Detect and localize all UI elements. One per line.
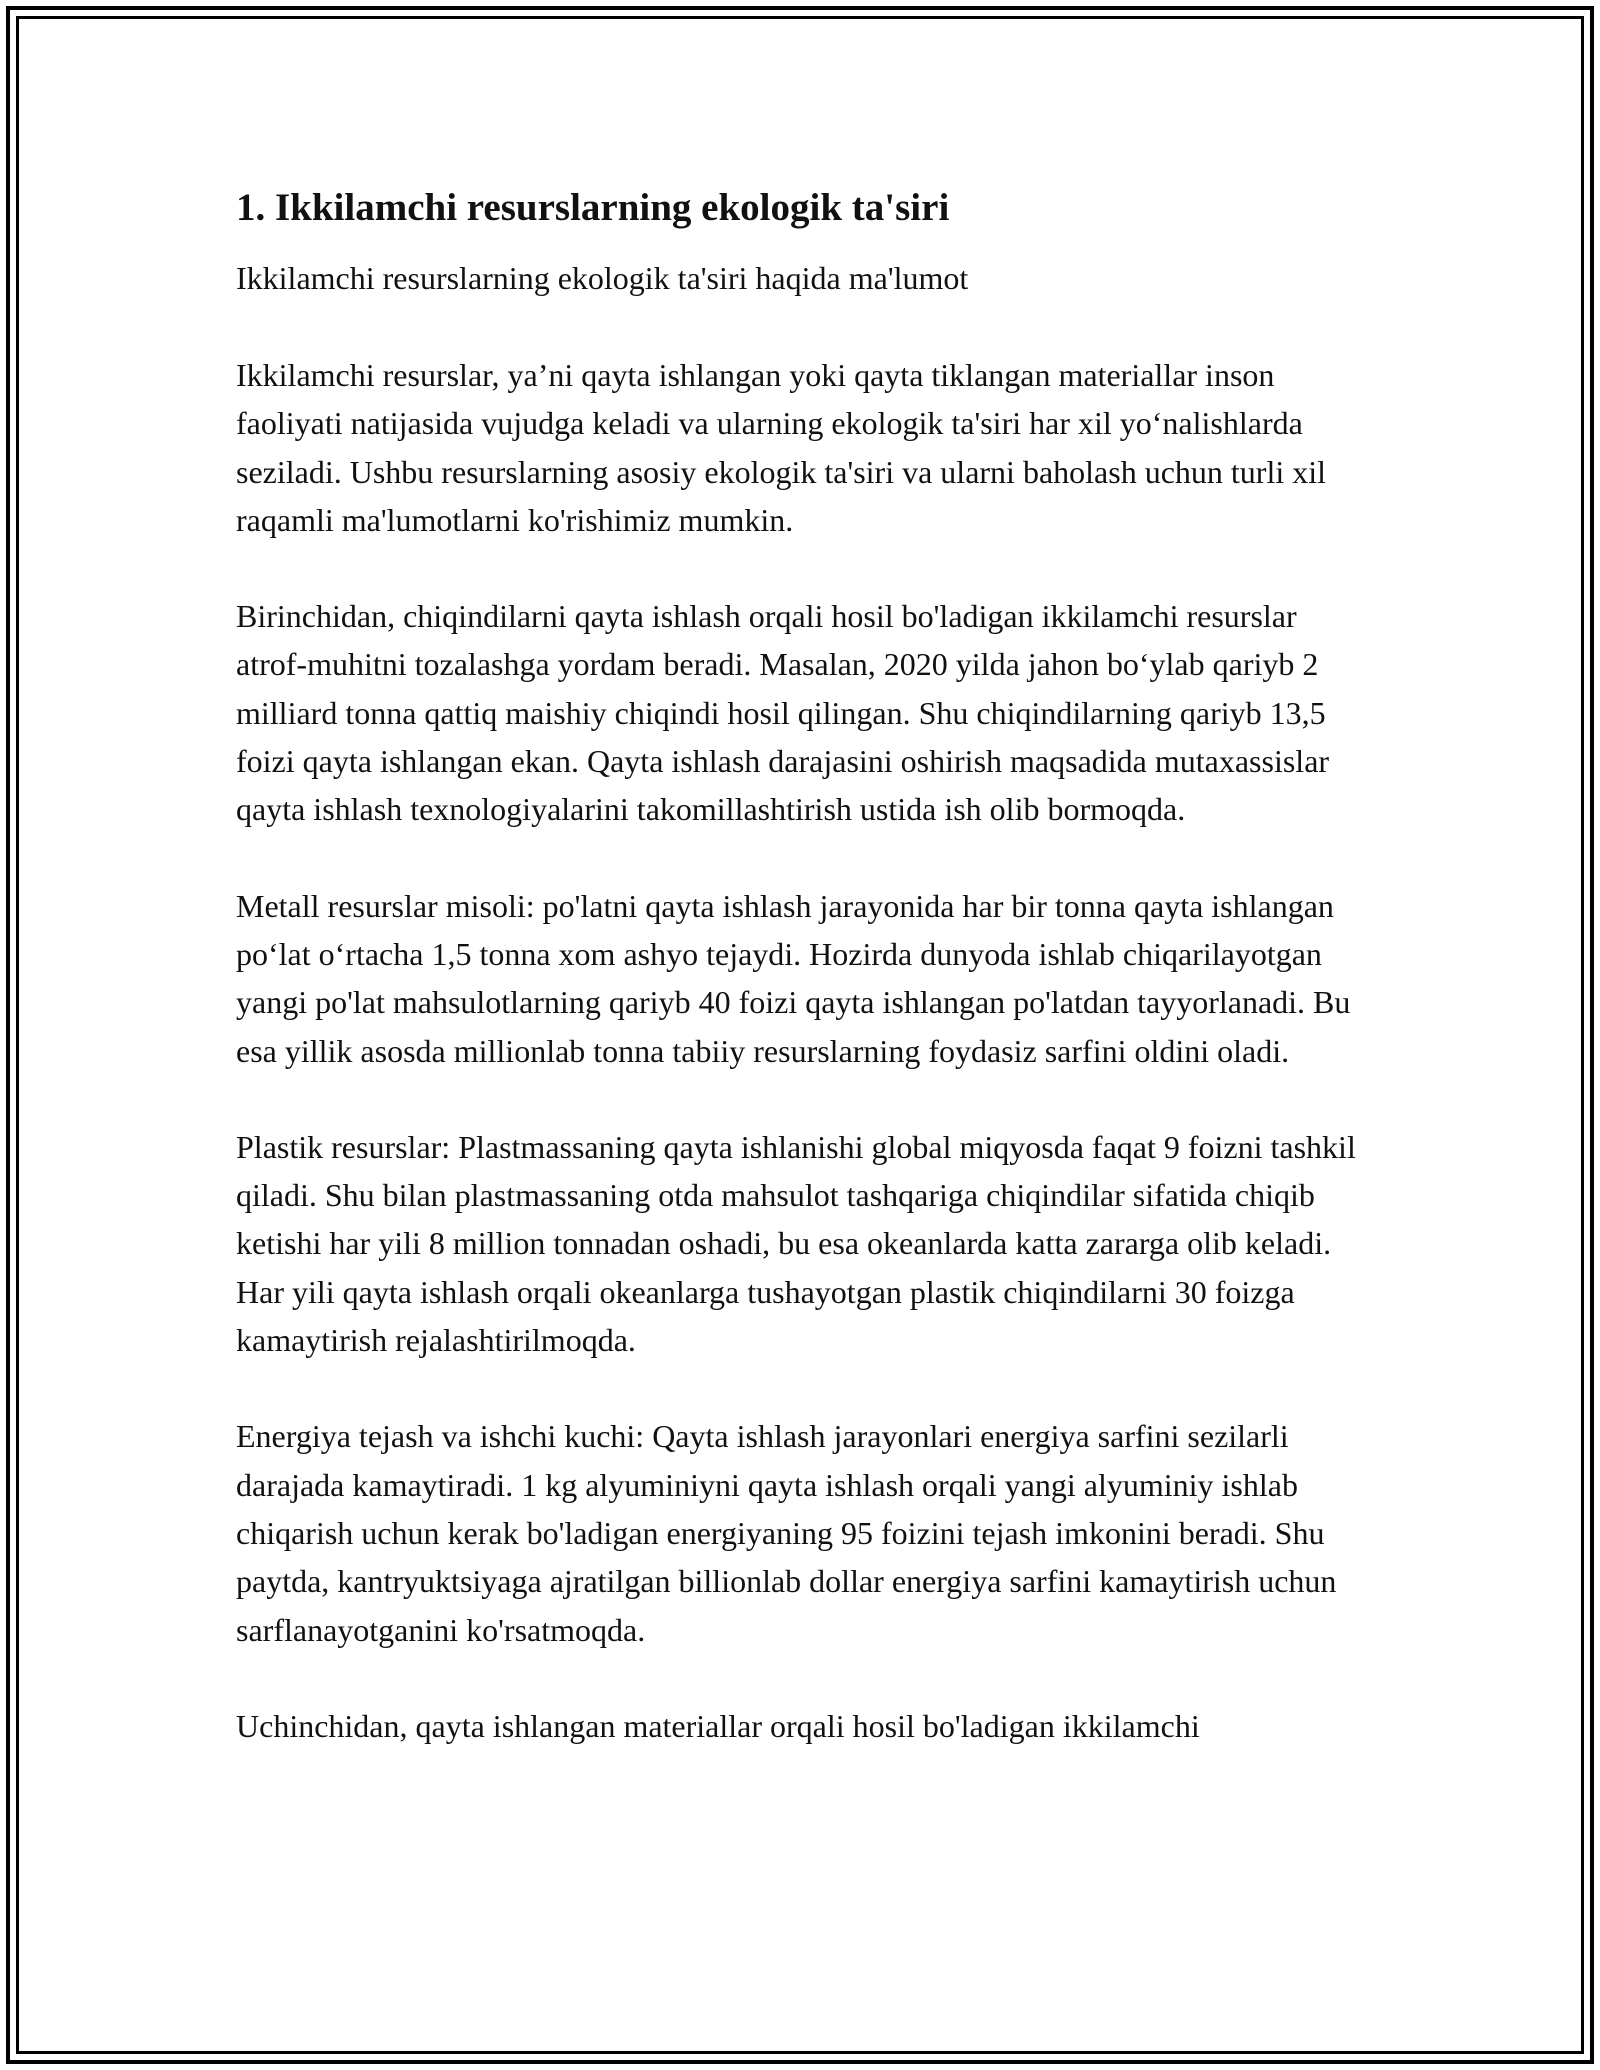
paragraph-metal-resources: Metall resurslar misoli: po'latni qayta ishlash jarayonida har bir tonna qayta ishlangan po‘lat o‘rtacha 1,5 tonna xom ashyo tejaydi. Hozirda dunyoda ishlab chiqarilayotgan yangi po'lat mahsulotlarning qariyb 40 foizi qayta ishlangan po'latdan tayyorlanadi. Bu esa yillik asosda millionlab tonna tabiiy resurslarning foydasiz sarfini oldini oladi.: [236, 887, 1351, 1069]
document-title: 1. Ikkilamchi resurslarning ekologik ta'siri: [236, 186, 950, 229]
paragraph-plastic-resources: Plastik resurslar: Plastmassaning qayta ishlanishi global miqyosda faqat 9 foizni tashkil qiladi. Shu bilan plastmassaning otda mahsulot tashqariga chiqindilar sifatida chiqib ketishi har yili 8 million tonnadan oshadi, bu esa okeanlarda katta zararga olib keladi. Har yili qayta ishlash orqali okeanlarga tushayotgan plastik chiqindilarni 30 foizga kamaytirish rejalashtirilmoqda.: [236, 1128, 1356, 1359]
paragraph-energy-saving: Energiya tejash va ishchi kuchi: Qayta ishlash jarayonlari energiya sarfini sezilarli darajada kamaytiradi. 1 kg alyuminiyni qayta ishlash orqali yangi alyuminiy ishlab chiqarish uchun kerak bo'ladigan energiyaning 95 foizini tejash imkonini beradi. Shu paytda, kantryuktsiyaga ajratilgan billionlab dollar energiya sarfini kamaytirish uchun sarflanayotganini ko'rsatmoqda.: [236, 1418, 1337, 1648]
document-body: [236, 180, 1366, 1798]
paragraph-third-point: Uchinchidan, qayta ishlangan materiallar orqali hosil bo'ladigan ikkilamchi: [236, 1707, 1200, 1744]
document-subtitle: Ikkilamchi resurslarning ekologik ta'siri haqida ma'lumot: [236, 260, 969, 296]
paragraph-first-point: Birinchidan, chiqindilarni qayta ishlash orqali hosil bo'ladigan ikkilamchi resurslar atrof-muhitni tozalashga yordam beradi. Masalan, 2020 yilda jahon bo‘ylab qariyb 2 milliard tonna qattiq maishiy chiqindi hosil qilingan. Shu chiqindilarning qariyb 13,5 foizi qayta ishlangan ekan. Qayta ishlash darajasini oshirish maqsadida mutaxassislar qayta ishlash texnologiyalarini takomillashtirish ustida ish olib bormoqda.: [236, 598, 1330, 828]
paragraph-intro: Ikkilamchi resurslar, ya’ni qayta ishlangan yoki qayta tiklangan materiallar inson faoliyati natijasida vujudga keladi va ularning ekologik ta'siri har xil yo‘nalishlarda seziladi. Ushbu resurslarning asosiy ekologik ta'siri va ularni baholash uchun turli xil raqamli ma'lumotlarni ko'rishimiz mumkin.: [236, 357, 1326, 538]
